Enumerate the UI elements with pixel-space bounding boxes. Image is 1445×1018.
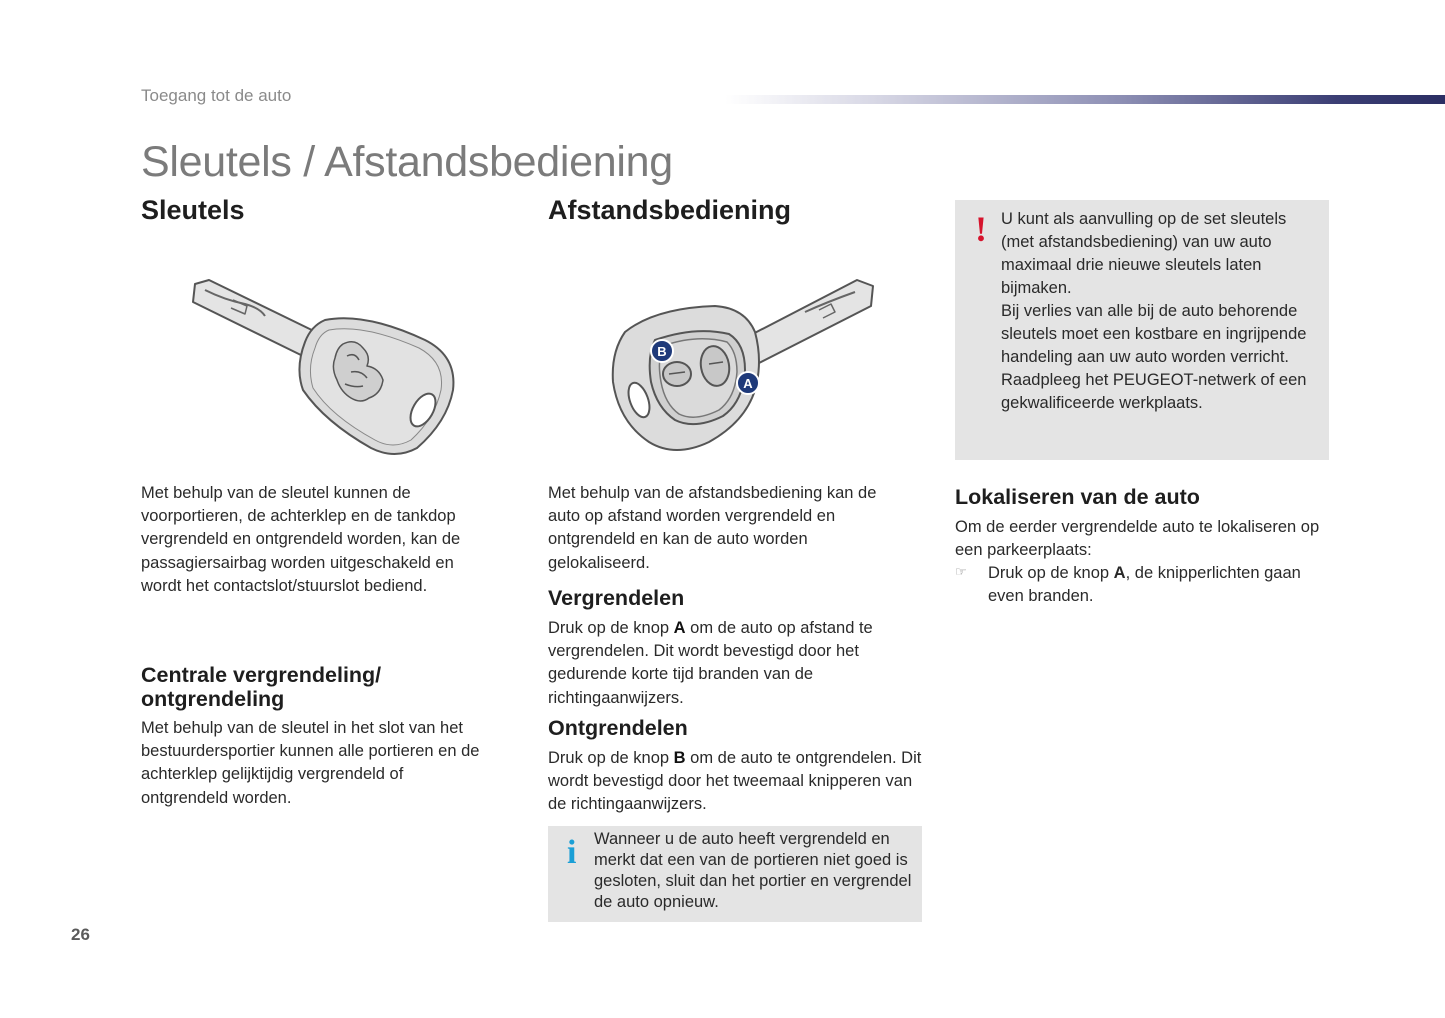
unlock-text-post: om de auto te ontgrendelen. Dit wordt bevestigd door het tweemaal knipperen van de richtingaanwijzers. xyxy=(548,749,922,814)
page-title: Sleutels / Afstandsbediening xyxy=(141,138,673,186)
section-title: Toegang tot de auto xyxy=(141,86,292,105)
ontgrendelen-text xyxy=(548,747,928,817)
lock-text-pre: Druk op de knop xyxy=(548,619,674,637)
key-illustration xyxy=(185,272,465,462)
heading-afstandsbediening: Afstandsbediening xyxy=(548,195,792,225)
pointing-hand-icon: ☞ xyxy=(955,564,967,579)
heading-lokaliseren: Lokaliseren van de auto xyxy=(955,485,1200,509)
warning-icon: ! xyxy=(975,209,987,249)
lock-key: A xyxy=(673,619,686,637)
sleutels-intro: Met behulp van de sleutel kunnen de voorportieren, de achterklep en de tankdop vergrendeld en ontgrendeld worden, kan de passagiersairbag worden uitgeschakeld en wordt het contactslot/stuurslot bediend. xyxy=(141,484,461,595)
lock-text-post: om de auto op afstand te vergrendelen. Dit wordt bevestigd door het gedurende korte tijd branden van de richtingaanwijzers. xyxy=(548,619,873,707)
unlock-key: B xyxy=(673,749,686,767)
remote-key-illustration xyxy=(605,272,880,462)
header-gradient-bar xyxy=(725,95,1445,104)
heading-vergrendelen: Vergrendelen xyxy=(548,586,685,610)
info-text: Wanneer u de auto heeft vergrendeld en merkt dat een van de portieren niet goed is gesloten, sluit dan het portier en vergrendel de auto opnieuw. xyxy=(594,830,912,911)
lokaliseren-intro: Om de eerder vergrendelde auto te lokaliseren op een parkeerplaats: xyxy=(955,518,1320,560)
heading-central-locking xyxy=(141,663,491,711)
warning-paragraph-3: Raadpleeg het PEUGEOT-netwerk of een gekwalificeerde werkplaats. xyxy=(1001,371,1307,412)
heading-central-line1: Centrale vergrendeling/ xyxy=(141,663,382,687)
unlock-text-pre: Druk op de knop xyxy=(548,749,674,767)
vergrendelen-text xyxy=(548,617,898,710)
afstandsbediening-intro: Met behulp van de afstandsbediening kan de auto op afstand worden vergrendeld en ontgrendeld en kan de auto worden gelokaliseerd. xyxy=(548,484,877,572)
central-locking-text: Met behulp van de sleutel in het slot van het bestuurdersportier kunnen alle portieren en de achterklep gelijktijdig vergrendeld of ontgrendeld worden. xyxy=(141,719,480,807)
heading-central-line2: ontgrendeling xyxy=(141,687,285,711)
warning-text xyxy=(1001,208,1321,415)
button-a-label: A xyxy=(743,376,753,391)
page-number: 26 xyxy=(71,925,90,944)
button-b-label: B xyxy=(657,344,667,359)
lokaliseren-bullet-text xyxy=(988,562,1333,608)
warning-paragraph-1: U kunt als aanvulling op de set sleutels (met afstandsbediening) van uw auto maximaal drie nieuwe sleutels laten bijmaken. xyxy=(1001,210,1287,297)
heading-ontgrendelen: Ontgrendelen xyxy=(548,716,688,740)
bullet-key: A xyxy=(1113,564,1126,582)
bullet-text-post: , de knipperlichten gaan even branden. xyxy=(988,564,1301,606)
heading-sleutels: Sleutels xyxy=(141,195,245,225)
warning-paragraph-2: Bij verlies van alle bij de auto behorende sleutels moet een kostbare en ingrijpende handeling aan uw auto worden verricht. xyxy=(1001,302,1307,366)
info-icon: i xyxy=(567,834,577,871)
bullet-text-pre: Druk op de knop xyxy=(988,564,1114,582)
